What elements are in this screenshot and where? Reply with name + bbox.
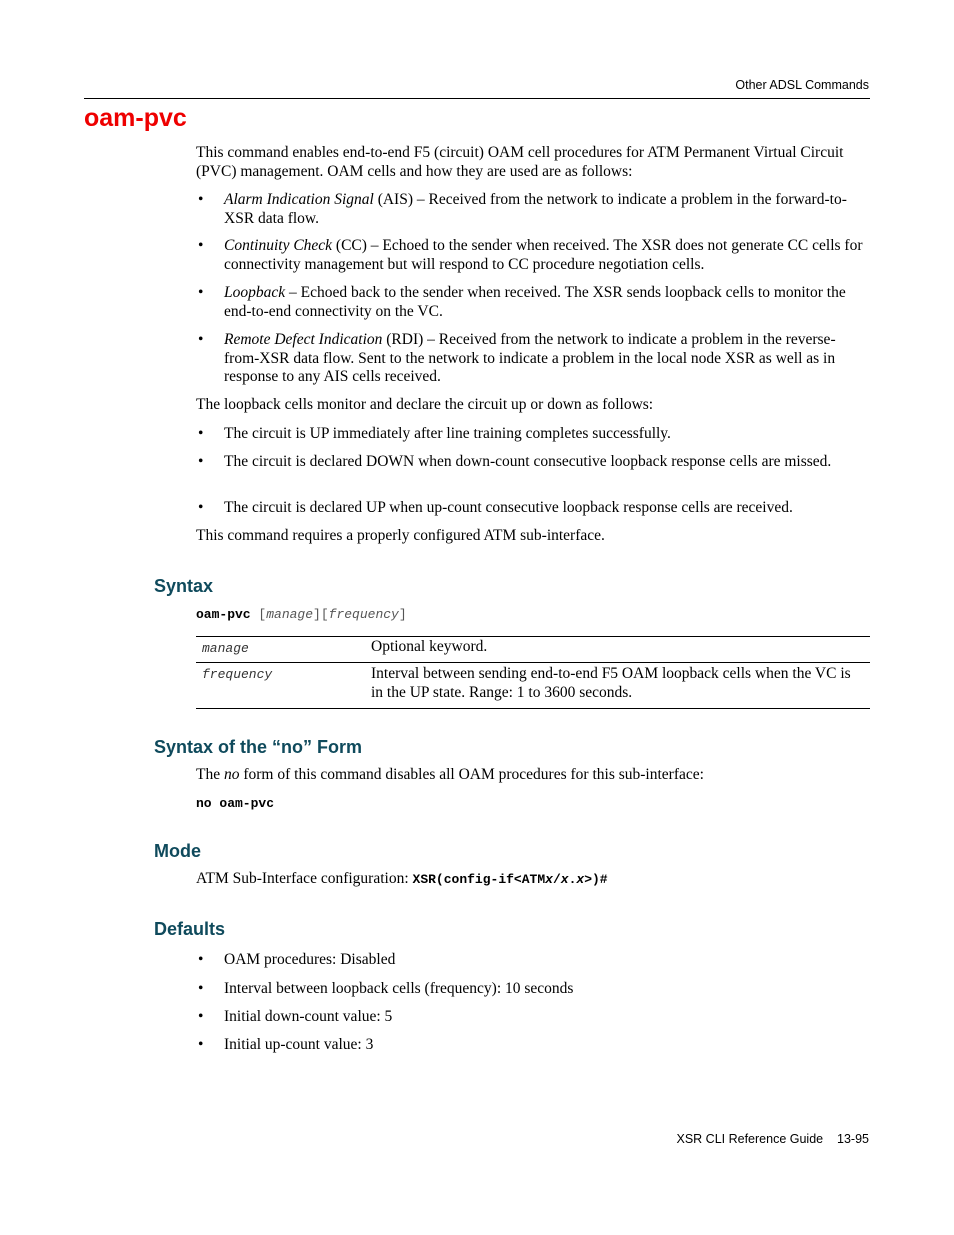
bullet-icon: • — [198, 425, 204, 442]
arg-frequency: frequency — [328, 607, 399, 622]
prompt-part: >)# — [584, 872, 608, 887]
param-description: Optional keyword. — [371, 638, 488, 655]
prompt-part: XSR(config-if<ATM — [412, 872, 546, 887]
list-item-text: OAM procedures: Disabled — [224, 951, 396, 968]
term: Remote Defect Indication — [224, 331, 383, 348]
bullet-icon: • — [198, 331, 204, 348]
prompt-part: / — [552, 872, 561, 887]
running-footer — [677, 1132, 870, 1146]
list-item-text: The circuit is declared UP when up-count consecutive loopback response cells are received. — [224, 499, 793, 516]
prompt-variable: x — [545, 872, 553, 887]
parameter-table — [196, 636, 870, 709]
list-item-text: The circuit is UP immediately after line training completes successfully. — [224, 425, 671, 442]
term-description: – Echoed back to the sender when received. The XSR sends loopback cells to monitor the end-to-end connectivity on the VC. — [224, 284, 846, 320]
mode-paragraph — [196, 870, 870, 890]
prompt-variable: x — [576, 872, 585, 887]
prompt-variable: x — [560, 872, 569, 887]
bracket: ][ — [313, 607, 329, 622]
arg-manage: manage — [266, 607, 314, 622]
text: ATM Sub-Interface configuration: — [196, 870, 413, 887]
bullet-icon: • — [198, 453, 204, 470]
bullet-icon: • — [198, 980, 204, 997]
term-description: (AIS) – Received from the network to indicate a problem in the forward-to-XSR data flow. — [224, 191, 847, 227]
guide-title: XSR CLI Reference Guide — [676, 1132, 824, 1146]
running-header: Other ADSL Commands — [735, 78, 869, 92]
page-title: oam-pvc — [84, 104, 187, 132]
defaults-heading: Defaults — [154, 919, 226, 939]
no-form-command: no oam-pvc — [196, 796, 275, 811]
requirement-paragraph: This command requires a properly configured ATM sub-interface. — [196, 527, 605, 544]
no-form-paragraph — [196, 766, 870, 785]
term: Continuity Check — [224, 237, 333, 254]
param-name: frequency — [202, 667, 273, 682]
syntax-command — [196, 606, 870, 625]
loopback-intro: The loopback cells monitor and declare the circuit up or down as follows: — [196, 396, 654, 413]
list-item-text: Interval between loopback cells (frequency): 10 seconds — [224, 980, 574, 997]
list-item-text: Initial down-count value: 5 — [224, 1008, 393, 1025]
bullet-icon: • — [198, 191, 204, 208]
prompt-part: . — [568, 872, 577, 887]
table-row — [196, 662, 870, 708]
term: Loopback — [224, 284, 286, 301]
table-row — [196, 637, 870, 662]
syntax-heading: Syntax — [154, 576, 214, 596]
bullet-icon: • — [198, 951, 204, 968]
bracket: ] — [398, 607, 407, 622]
mode-heading: Mode — [154, 841, 201, 861]
list-item-text: Initial up-count value: 3 — [224, 1036, 374, 1053]
text: form of this command disables all OAM procedures for this sub-interface: — [239, 766, 704, 783]
term-description: (RDI) – Received from the network to indicate a problem in the reverse-from-XSR data flow. Sent to the network to indicate a problem in the local node XSR as well as in response to any AIS cells received. — [224, 331, 836, 385]
emphasis: no — [223, 766, 240, 783]
param-description: Interval between sending end-to-end F5 OAM loopback cells when the VC is in the UP state. Range: 1 to 3600 seconds. — [371, 665, 851, 701]
text: The — [196, 766, 224, 783]
header-rule — [84, 98, 870, 99]
bullet-icon: • — [198, 284, 204, 301]
bullet-icon: • — [198, 1008, 204, 1025]
cli-prompt — [413, 872, 608, 887]
term-description: (CC) – Echoed to the sender when received. The XSR does not generate CC cells for connectivity management but will respond to CC procedure negotiation cells. — [224, 237, 863, 273]
no-form-heading: Syntax of the “no” Form — [154, 737, 363, 757]
bracket: [ — [250, 607, 267, 622]
intro-paragraph: This command enables end-to-end F5 (circuit) OAM cell procedures for ATM Permanent Virtual Circuit (PVC) management. OAM cells and how they are used are as follows: — [196, 144, 844, 180]
page-number: 13-95 — [837, 1132, 869, 1146]
bullet-icon: • — [198, 499, 204, 516]
command-keyword: oam-pvc — [196, 607, 251, 622]
bullet-icon: • — [198, 237, 204, 254]
term: Alarm Indication Signal — [224, 191, 374, 208]
list-item-text: The circuit is declared DOWN when down-count consecutive loopback response cells are missed. — [224, 453, 832, 470]
param-name: manage — [202, 641, 249, 656]
bullet-icon: • — [198, 1036, 204, 1053]
